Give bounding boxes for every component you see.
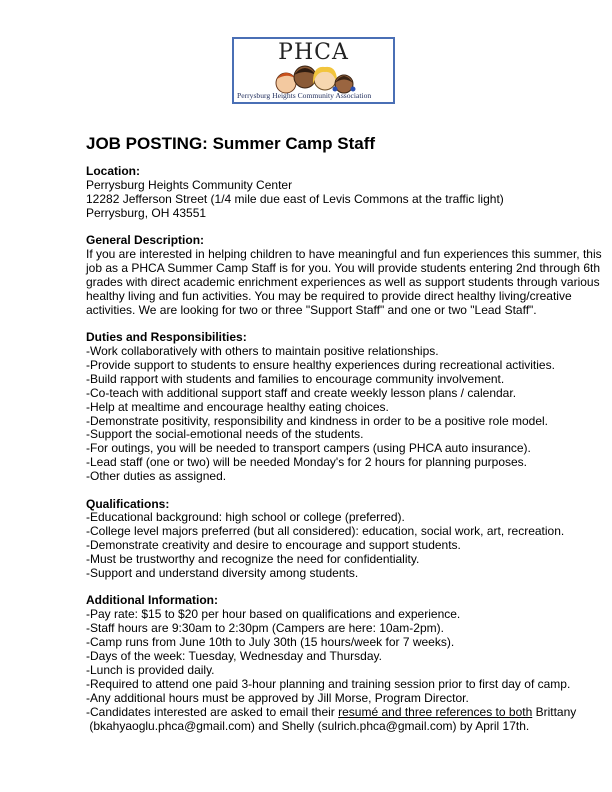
list-item: -Required to attend one paid 3-hour planning and training session prior to first day of camp. [86, 676, 571, 691]
section-heading: Qualifications: [86, 496, 170, 511]
list-item: -Lunch is provided daily. [86, 663, 215, 677]
paragraph-line: healthy living and fun activities. You may be required to provide direct healthy living/creative [86, 288, 572, 303]
list-item: -Provide support to students to ensure healthy experiences during recreational activities. [86, 357, 555, 372]
paragraph-line: If you are interested in helping children to have meaningful and fun experiences this summer, this [86, 247, 602, 262]
section-heading: Duties and Responsibilities: [86, 330, 247, 345]
list-item: -Camp runs from June 10th to July 30th (15 hours/week for 7 weeks). [86, 635, 455, 650]
list-item: -Work collaboratively with others to maintain positive relationships. [86, 343, 439, 358]
address-line: 12282 Jefferson Street (1/4 mile due east of Levis Commons at the traffic light) [86, 191, 504, 206]
list-item: -Co-teach with additional support staff and create weekly lesson plans / calendar. [86, 385, 517, 400]
duties-section [86, 331, 586, 484]
list-item-application [86, 706, 586, 720]
text: -Candidates interested are asked to email their [86, 704, 339, 719]
list-item: -Any additional hours must be approved by Jill Morse, Program Director. [86, 690, 469, 705]
section-heading: Location: [86, 164, 140, 178]
list-item: -Days of the week: Tuesday, Wednesday and Thursday. [86, 649, 382, 664]
underlined-text: resumé and three references to both [338, 704, 533, 719]
section-heading: Additional Information: [86, 593, 218, 608]
list-item: -Build rapport with students and families to encourage community involvement. [86, 371, 505, 386]
list-item: -College level majors preferred (but all considered): education, social work, art, recreation. [86, 524, 565, 539]
address-line: Perrysburg Heights Community Center [86, 177, 293, 192]
contact-emails-line: (bkahyaoglu.phca@gmail.com) and Shelly (sulrich.phca@gmail.com) by April 17th. [86, 718, 530, 733]
list-item: -Pay rate: $15 to $20 per hour based on qualifications and experience. [86, 607, 461, 622]
page-title: JOB POSTING: Summer Camp Staff [86, 134, 376, 153]
phca-logo [232, 37, 395, 104]
list-item: -Educational background: high school or college (preferred). [86, 510, 405, 525]
general-description-section [86, 233, 602, 317]
paragraph-line: job as a PHCA Summer Camp Staff is for you. You will provide students entering 2nd through 6th [86, 260, 601, 275]
additional-info-section [86, 594, 586, 733]
list-item: -Other duties as assigned. [86, 469, 227, 484]
location-section [86, 165, 586, 221]
logo-tagline: Perrysburg Heights Community Association [237, 91, 372, 100]
list-item: -Staff hours are 9:30am to 2:30pm (Campers are here: 10am-2pm). [86, 621, 444, 636]
logo-brand: PHCA [278, 40, 349, 65]
list-item: -Help at mealtime and encourage healthy eating choices. [86, 399, 389, 414]
list-item: -Support and understand diversity among students. [86, 566, 359, 581]
list-item: -Lead staff (one or two) will be needed Monday's for 2 hours for planning purposes. [86, 455, 527, 470]
paragraph-line: activities. We are looking for two or three "Support Staff" and one or two "Lead Staff". [86, 302, 537, 317]
section-heading: General Description: [86, 233, 205, 248]
list-item: -For outings, you will be needed to transport campers (using PHCA auto insurance). [86, 441, 531, 456]
text: Brittany [532, 704, 577, 719]
job-posting-document [86, 134, 602, 747]
list-item: -Support the social-emotional needs of the students. [86, 427, 364, 442]
list-item: -Must be trustworthy and recognize the need for confidentiality. [86, 552, 420, 567]
address-line: Perrysburg, OH 43551 [86, 205, 207, 220]
qualifications-section [86, 498, 586, 581]
list-item: -Demonstrate creativity and desire to encourage and support students. [86, 538, 461, 553]
paragraph-line: grades with direct academic enrichment experiences as well as support students through various [86, 274, 600, 289]
list-item: -Demonstrate positivity, responsibility and kindness in order to be a positive role model. [86, 413, 548, 428]
